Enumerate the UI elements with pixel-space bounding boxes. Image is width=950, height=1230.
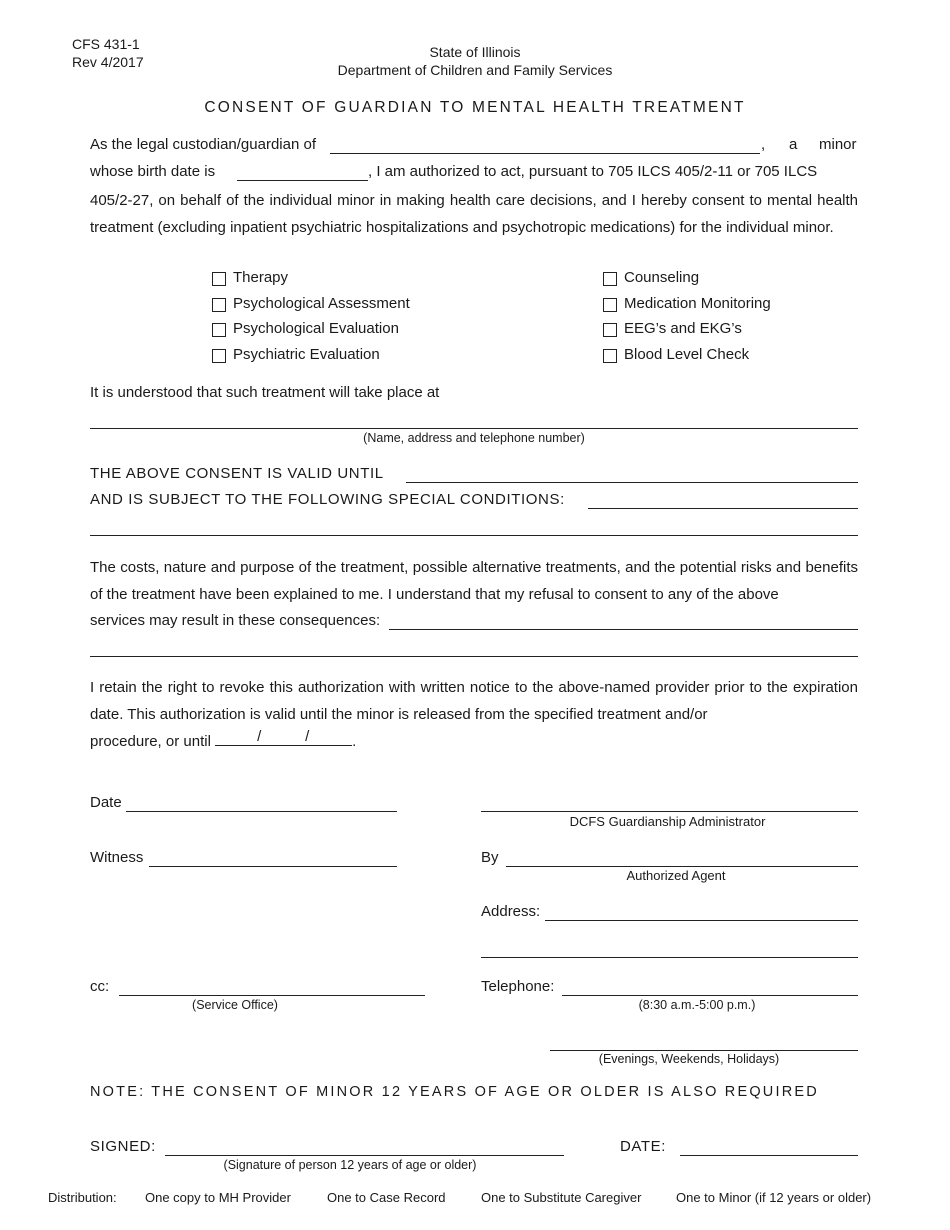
date-slash-2: / — [305, 728, 310, 745]
conditions-field[interactable] — [588, 508, 858, 509]
date-field[interactable] — [126, 811, 397, 812]
option-counseling: Counseling — [624, 269, 700, 286]
distribution-case-record: One to Case Record — [327, 1190, 446, 1205]
consent-minor: minor — [819, 136, 857, 153]
minor-signature-field[interactable] — [165, 1155, 564, 1156]
location-label: It is understood that such treatment will take place at — [90, 384, 440, 401]
form-number: CFS 431-1 — [72, 36, 140, 52]
cc-field[interactable] — [119, 995, 425, 996]
option-psychological-evaluation: Psychological Evaluation — [233, 320, 399, 337]
location-field[interactable] — [90, 428, 858, 429]
minor-consent-note: NOTE: THE CONSENT OF MINOR 12 YEARS OF AGE OR OLDER IS ALSO REQUIRED — [90, 1084, 819, 1100]
evening-telephone-field[interactable] — [550, 1050, 858, 1051]
birthdate-field[interactable] — [237, 180, 368, 181]
distribution-label: Distribution: — [48, 1190, 117, 1205]
revoke-period: . — [352, 733, 357, 750]
page-title: CONSENT OF GUARDIAN TO MENTAL HEALTH TREATMENT — [204, 99, 746, 116]
checkbox-therapy[interactable] — [212, 272, 226, 286]
revoke-date-field[interactable] — [215, 728, 352, 746]
option-psychiatric-evaluation: Psychiatric Evaluation — [233, 346, 380, 363]
distribution-mh-provider: One copy to MH Provider — [145, 1190, 291, 1205]
consequences-field-line2[interactable] — [90, 656, 858, 657]
authority-text: , I am authorized to act, pursuant to 705 ILCS 405/2-11 or 705 ILCS — [368, 163, 818, 180]
service-office-caption: (Service Office) — [192, 998, 278, 1012]
hours-caption: (8:30 a.m.-5:00 p.m.) — [638, 998, 756, 1012]
date-slash-1: / — [257, 728, 262, 745]
by-label: By — [481, 849, 499, 866]
evenings-caption: (Evenings, Weekends, Holidays) — [598, 1052, 780, 1066]
conditions-field-line2[interactable] — [90, 535, 858, 536]
checkbox-medication-monitoring[interactable] — [603, 298, 617, 312]
consent-comma: , — [761, 136, 766, 153]
option-psychological-assessment: Psychological Assessment — [233, 295, 410, 312]
checkbox-psychological-evaluation[interactable] — [212, 323, 226, 337]
department-name: Department of Children and Family Services — [337, 62, 613, 78]
valid-until-field[interactable] — [406, 482, 858, 483]
checkbox-psychiatric-evaluation[interactable] — [212, 349, 226, 363]
consent-line1-label: As the legal custodian/guardian of — [90, 136, 316, 153]
costs-paragraph: The costs, nature and purpose of the treatment, possible alternative treatments, and the potential risks and benefits of the treatment have been explained to me. I understand that my refusal to consent to any of the above — [90, 559, 858, 603]
state-name: State of Illinois — [429, 44, 521, 60]
option-therapy: Therapy — [233, 269, 289, 286]
consent-paragraph: 405/2-27, on behalf of the individual minor in making health care decisions, and I hereby consent to mental health treatment (excluding inpatient psychiatric hospitalizations and psychotropic medications) for the individual minor. — [90, 192, 858, 236]
option-eeg-ekg: EEG’s and EKG’s — [624, 320, 742, 337]
address-label: Address: — [481, 903, 541, 920]
distribution-minor: One to Minor (if 12 years or older) — [676, 1190, 872, 1205]
revoke-date-line — [90, 728, 357, 750]
valid-until-label: THE ABOVE CONSENT IS VALID UNTIL — [90, 465, 384, 482]
checkbox-psychological-assessment[interactable] — [212, 298, 226, 312]
checkbox-counseling[interactable] — [603, 272, 617, 286]
revision-date: Rev 4/2017 — [72, 54, 144, 70]
date-label: Date — [90, 794, 122, 811]
address-field-line2[interactable] — [481, 957, 858, 958]
until-label: procedure, or until — [90, 733, 211, 750]
telephone-field[interactable] — [562, 995, 858, 996]
conditions-label: AND IS SUBJECT TO THE FOLLOWING SPECIAL CONDITIONS: — [90, 491, 565, 508]
dcfs-admin-caption: DCFS Guardianship Administrator — [569, 814, 766, 829]
distribution-substitute-caregiver: One to Substitute Caregiver — [481, 1190, 642, 1205]
address-field[interactable] — [545, 920, 858, 921]
location-caption: (Name, address and telephone number) — [363, 431, 585, 445]
telephone-label: Telephone: — [481, 978, 555, 995]
checkbox-eeg-ekg[interactable] — [603, 323, 617, 337]
consent-a: a — [789, 136, 798, 153]
signed-label: SIGNED: — [90, 1138, 156, 1155]
witness-field[interactable] — [149, 866, 397, 867]
minor-date-field[interactable] — [680, 1155, 858, 1156]
authorized-agent-caption: Authorized Agent — [626, 868, 726, 883]
minor-name-field[interactable] — [330, 153, 760, 154]
dcfs-admin-signature-field[interactable] — [481, 811, 858, 812]
revoke-paragraph: I retain the right to revoke this authorization with written notice to the above-named provider prior to the expiration date. This authorization is valid until the minor is released from the specified treatment and/or — [90, 679, 858, 723]
witness-label: Witness — [90, 849, 144, 866]
birthdate-label: whose birth date is — [90, 163, 216, 180]
minor-signature-caption: (Signature of person 12 years of age or older) — [223, 1158, 477, 1172]
option-medication-monitoring: Medication Monitoring — [624, 295, 771, 312]
minor-date-label: DATE: — [620, 1138, 667, 1155]
option-blood-level-check: Blood Level Check — [624, 346, 750, 363]
cc-label: cc: — [90, 978, 110, 995]
consequences-field[interactable] — [389, 629, 858, 630]
consequences-label: services may result in these consequences: — [90, 612, 381, 629]
checkbox-blood-level-check[interactable] — [603, 349, 617, 363]
authorized-agent-field[interactable] — [506, 866, 858, 867]
